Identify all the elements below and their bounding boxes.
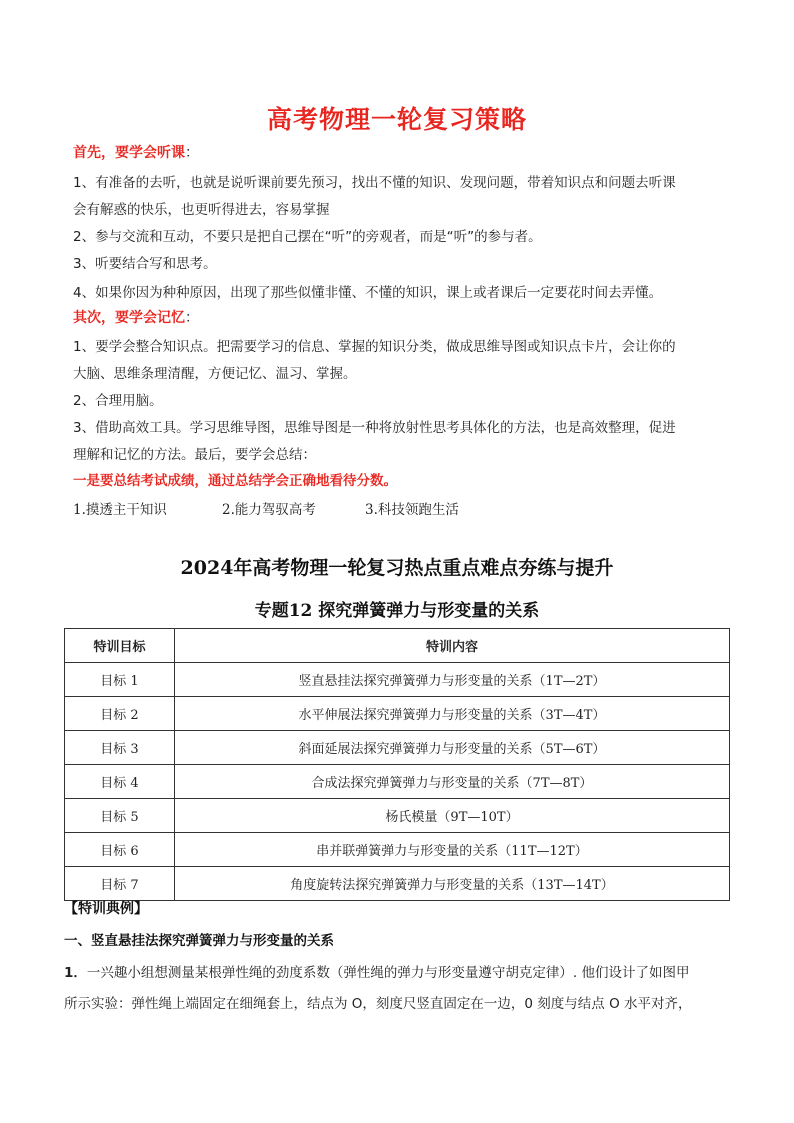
goal-cell: 目标 2 <box>65 697 175 731</box>
key-point-1: 1.摸透主干知识 <box>73 502 167 518</box>
section2-line-1: 1、要学会整合知识点。把需要学习的信息、掌握的知识分类，做成思维导图或知识点卡片，会让你的 <box>73 339 676 355</box>
goal-cell: 目标 3 <box>65 731 175 765</box>
section2-line-2: 大脑、思维条理清醒，方便记忆、温习、掌握。 <box>73 366 357 382</box>
header-content: 特训内容 <box>175 629 730 663</box>
goal-cell: 目标 7 <box>65 867 175 901</box>
section1-heading <box>73 142 199 162</box>
section2-line-3: 2、合理用脑。 <box>73 393 163 409</box>
section1-line-4: 3、听要结合写和思考。 <box>73 256 217 272</box>
content-cell: 杨氏模量（9T—10T） <box>175 799 730 833</box>
training-goals-table <box>64 628 730 901</box>
section2-heading <box>73 307 199 327</box>
section2-line-5: 理解和记忆的方法。最后，要学会总结： <box>73 447 316 463</box>
content-cell: 串并联弹簧弹力与形变量的关系（11T—12T） <box>175 833 730 867</box>
section1-heading-colon: ： <box>185 145 199 161</box>
goal-cell: 目标 6 <box>65 833 175 867</box>
section1-line-1: 1、有准备的去听，也就是说听课前要先预习，找出不懂的知识、发现问题，带着知识点和问题去听课 <box>73 175 676 191</box>
typical-examples-heading: 【特训典例】 <box>64 901 148 917</box>
table-row <box>65 697 730 731</box>
content-cell: 竖直悬挂法探究弹簧弹力与形变量的关系（1T—2T） <box>175 663 730 697</box>
table-row <box>65 799 730 833</box>
document-title: 2024年高考物理一轮复习热点重点难点夯练与提升 <box>180 557 614 579</box>
section2-heading-colon: ： <box>185 310 199 326</box>
question-number: 1． <box>64 965 87 981</box>
content-cell: 角度旋转法探究弹簧弹力与形变量的关系（13T—14T） <box>175 867 730 901</box>
topic-title: 专题12 探究弹簧弹力与形变量的关系 <box>254 601 540 621</box>
header-goal: 特训目标 <box>65 629 175 663</box>
red-note: 一是要总结考试成绩，通过总结学会正确地看待分数。 <box>73 473 397 489</box>
main-title: 高考物理一轮复习策略 <box>266 105 527 134</box>
content-cell: 合成法探究弹簧弹力与形变量的关系（7T—8T） <box>175 765 730 799</box>
table-row <box>65 765 730 799</box>
key-point-3: 3.科技领跑生活 <box>365 502 459 518</box>
section-one-heading: 一、竖直悬挂法探究弹簧弹力与形变量的关系 <box>64 933 334 949</box>
key-point-2: 2.能力驾驭高考 <box>222 502 316 518</box>
question-line-1 <box>64 961 690 981</box>
goal-cell: 目标 4 <box>65 765 175 799</box>
table-header-row <box>65 629 730 663</box>
question-text-1: 一兴趣小组想测量某根弹性绳的劲度系数（弹性绳的弹力与形变量遵守胡克定律）. 他们设计了如图甲 <box>86 965 690 981</box>
section1-heading-text: 首先，要学会听课 <box>73 145 185 161</box>
section1-line-3: 2、参与交流和互动，不要只是把自己摆在“听”的旁观者，而是“听”的参与者。 <box>73 229 542 245</box>
section2-line-4: 3、借助高效工具。学习思维导图，思维导图是一种将放射性思考具体化的方法，也是高效整理，促进 <box>73 420 676 436</box>
content-cell: 斜面延展法探究弹簧弹力与形变量的关系（5T—6T） <box>175 731 730 765</box>
table-row <box>65 731 730 765</box>
section1-line-5: 4、如果你因为种种原因，出现了那些似懂非懂、不懂的知识，课上或者课后一定要花时间去弄懂。 <box>73 285 663 301</box>
goal-cell: 目标 1 <box>65 663 175 697</box>
table-row <box>65 833 730 867</box>
goal-cell: 目标 5 <box>65 799 175 833</box>
table-row <box>65 663 730 697</box>
section1-line-2: 会有解惑的快乐，也更听得进去，容易掌握 <box>73 202 330 218</box>
section2-heading-text: 其次，要学会记忆 <box>73 310 185 326</box>
table-row <box>65 867 730 901</box>
content-cell: 水平伸展法探究弹簧弹力与形变量的关系（3T—4T） <box>175 697 730 731</box>
question-line-2: 所示实验：弹性绳上端固定在细绳套上，结点为 O，刻度尺竖直固定在一边，0 刻度与结点 O 水平对齐， <box>64 996 692 1012</box>
